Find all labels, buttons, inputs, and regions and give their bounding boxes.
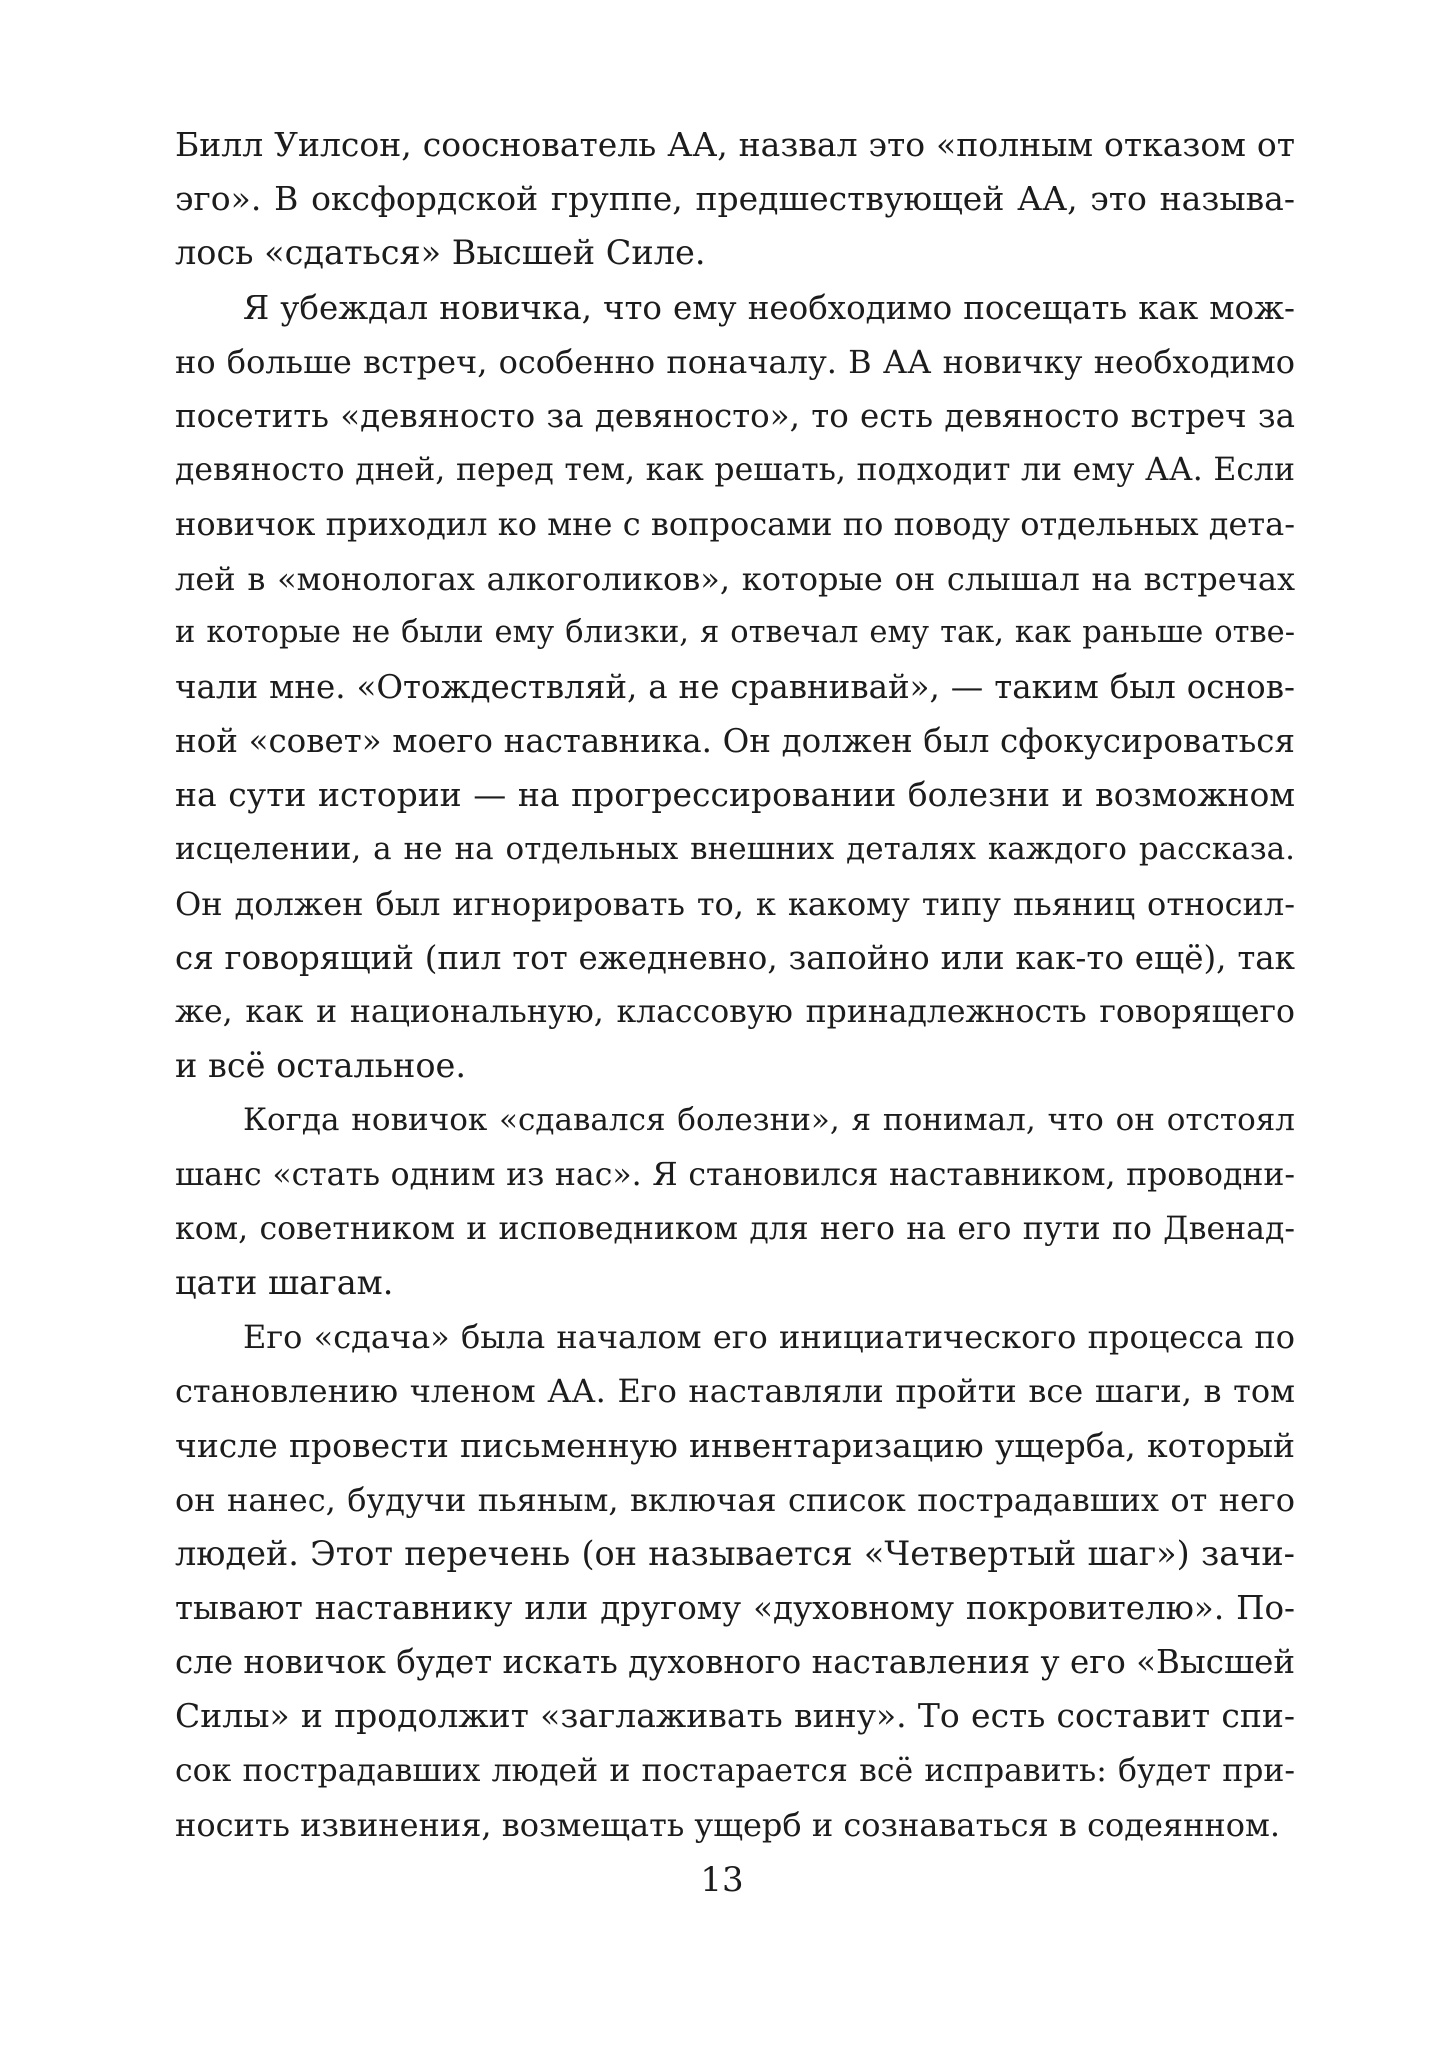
page-number: 13 bbox=[700, 1860, 744, 1900]
text-line: исцелении, а не на отдельных внешних деталях каждого рассказа. bbox=[175, 831, 1295, 868]
text-line: Его «сдача» была началом его инициатического процесса по bbox=[243, 1318, 1295, 1357]
text-line: лось «сдаться» Высшей Силе. bbox=[175, 233, 706, 273]
text-line: девяносто дней, перед тем, как решать, подходит ли ему АА. Если bbox=[175, 452, 1295, 489]
text-line: Он должен был игнорировать то, к какому типу пьяниц относил- bbox=[175, 884, 1295, 923]
text-line: ся говорящий (пил тот ежедневно, запойно или как-то ещё), так bbox=[175, 938, 1295, 977]
text-line: тывают наставнику или другому «духовному покровителю». По- bbox=[175, 1589, 1295, 1628]
text-line: сок пострадавших людей и постарается всё исправить: будет при- bbox=[175, 1752, 1295, 1789]
text-line: лей в «монологах алкоголиков», которые он слышал на встречах bbox=[175, 559, 1295, 598]
text-line: сле новичок будет искать духовного наставления у его «Высшей bbox=[175, 1643, 1296, 1682]
text-line: на сути истории — на прогрессировании болезни и возможном bbox=[175, 775, 1295, 815]
text-line: носить извинения, возмещать ущерб и сознаваться в содеянном. bbox=[175, 1805, 1281, 1844]
text-line: Когда новичок «сдавался болезни», я понимал, что он отстоял bbox=[243, 1102, 1295, 1139]
paragraph-1 bbox=[175, 118, 1295, 281]
text-line: людей. Этот перечень (он называется «Четвертый шаг») зачи- bbox=[175, 1533, 1295, 1573]
page-body bbox=[175, 118, 1295, 1852]
text-line: он нанес, будучи пьяным, включая список пострадавших от него bbox=[175, 1480, 1295, 1519]
text-line: числе провести письменную инвентаризацию ущерба, который bbox=[175, 1425, 1295, 1465]
text-line: шанс «стать одним из нас». Я становился наставником, проводни- bbox=[175, 1156, 1295, 1193]
text-line: становлению членом АА. Его наставляли пройти все шаги, в том bbox=[175, 1372, 1295, 1411]
text-line: и всё остальное. bbox=[175, 1046, 466, 1086]
text-line: посетить «девяносто за девяносто», то есть девяносто встреч за bbox=[175, 396, 1295, 435]
text-line: эго». В оксфордской группе, предшествующей АА, это называ- bbox=[175, 179, 1295, 219]
text-line: Билл Уилсон, сооснователь АА, назвал это «полным отказом от bbox=[175, 125, 1295, 164]
text-line: же, как и национальную, классовую принадлежность говорящего bbox=[175, 994, 1295, 1030]
paragraph-3 bbox=[175, 1093, 1295, 1310]
text-line: Я убеждал новичка, что ему необходимо посещать как мож- bbox=[243, 288, 1295, 327]
text-line: ной «совет» моего наставника. Он должен был сфокусироваться bbox=[175, 722, 1295, 761]
text-line: ком, советником и исповедником для него на его пути по Двенад- bbox=[175, 1210, 1295, 1247]
text-line: чали мне. «Отождествляй, а не сравнивай», — таким был основ- bbox=[175, 667, 1295, 706]
text-line: цати шагам. bbox=[175, 1262, 394, 1302]
text-line: но больше встреч, особенно поначалу. В АА новичку необходимо bbox=[175, 342, 1295, 381]
paragraph-4 bbox=[175, 1310, 1295, 1852]
text-line: Силы» и продолжит «заглаживать вину». То есть составит спи- bbox=[175, 1696, 1295, 1736]
text-line: новичок приходил ко мне с вопросами по поводу отдельных дета- bbox=[175, 505, 1295, 544]
paragraph-2 bbox=[175, 281, 1295, 1094]
text-line: и которые не были ему близки, я отвечал ему так, как раньше отве- bbox=[175, 614, 1295, 650]
